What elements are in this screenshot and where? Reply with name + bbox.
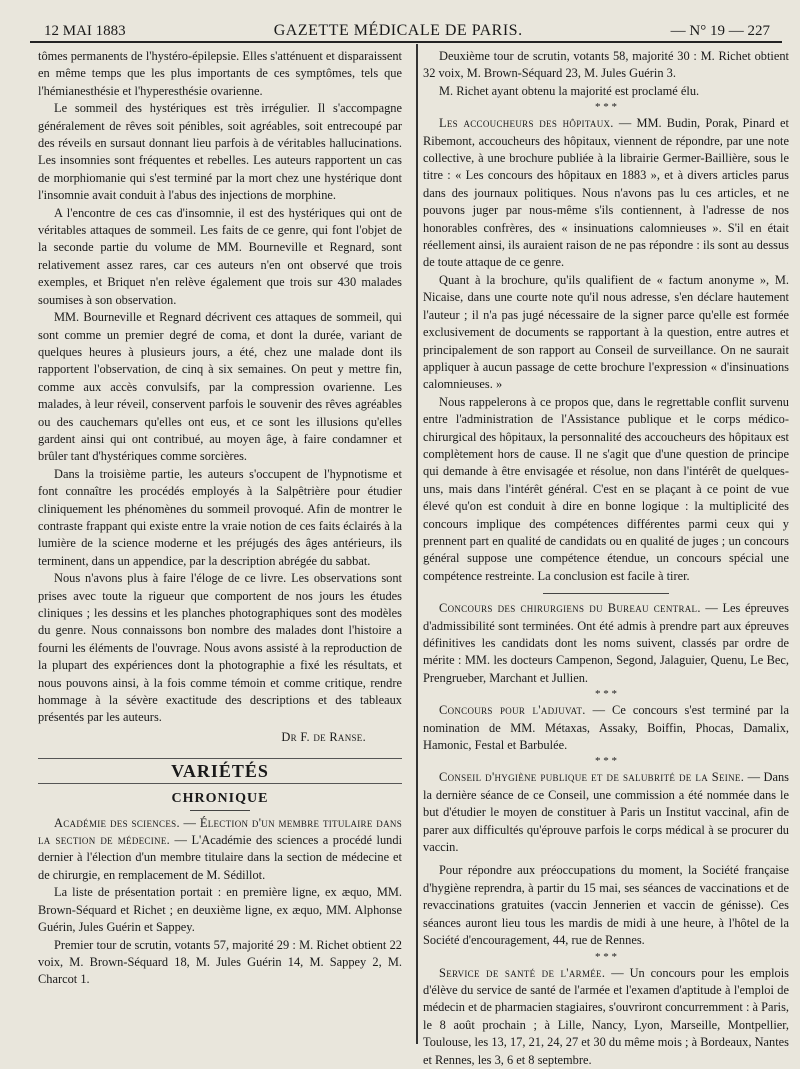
news-item-heading: Conseil d'hygiène publique et de salubrité de la Seine. [439,770,745,785]
subsection-title: CHRONIQUE [171,791,269,807]
news-item-heading: Concours pour l'adjuvat. [439,703,586,718]
news-item-heading: Les accoucheurs des hôpitaux. [439,116,614,131]
news-item [423,702,789,754]
separator-stars: * * * [595,755,617,768]
paragraph: Quant à la brochure, qu'ils qualifient de « factum anonyme », M. Nicaise, dans une courte note qu'il nous adresse, s'en déclare hautement l'auteur ; il n'a pas jugé nécessaire de la signer parce qu'elle est formée exclusivement de documents se rapportant à la question, entre autres et principalement de son rapport au Conseil de surveillance. On ne saurait appliquer à aucun passage de cette brochure l'expression « d'insinuations calomnieuses. » [423,272,789,392]
page-header [44,16,770,40]
separator-stars: * * * [595,688,617,701]
news-item-text: — Un concours pour les emplois d'élève du service de santé de l'armée et l'examen d'aptitude à l'emploi de médecin et de pharmacien stagiaires, s'ouvriront concurremment : à Paris, le 8 août prochain ; à Lille, Nancy, Lyon, Marseille, Montpellier, Toulouse, les 13, 17, 21, 24, 27 et 30 du même mois ; à Bordeaux, Nantes et Rennes, les 3, 6 et 8 septembre. [423,965,790,1067]
subsection-rule [190,810,250,811]
signature: Dr F. de Ranse. [281,729,366,744]
column-divider [416,44,418,1044]
separator-stars: * * * [595,950,617,963]
paragraph: Nous rappelerons à ce propos que, dans le regrettable conflit survenu entre l'administration de l'Assistance publique et le corps médico-chirurgical des hôpitaux, la personnalité des accoucheurs des hôpitaux est complètement hors de cause. Il ne s'agit que d'une question de principe qui demande à être envisagée et résolue, non dans l'intérêt de quelques-uns, mais dans l'intérêt général. C'est en se plaçant à ce point de vue élevé qu'on est conduit à dire en bonne logique : la multiplicité des concours implique des compétences différentes parmi ceux qui y prennent part en qualité de candidats ou en qualité de juges ; un concours général suppose une compétence étendue, un concours spécial une compétence restreinte. La conclusion est facile à tirer. [423,394,789,583]
section-title: VARIÉTÉS [38,758,402,784]
paragraph: A l'encontre de ces cas d'insomnie, il est des hystériques qui ont de véritables attaques de sommeil. Les faits de ce genre, qui font l'objet de la seconde partie du volume de MM. Bourneville et Regnard, sont relativement assez rares, car ces auteurs n'en ont observé que trois exemples, et Briquet n'en relève également que trois sur 430 malades soumises à son observation. [38,205,402,307]
paragraph: Pour répondre aux préoccupations du moment, la Société française d'hygiène reprendra, à partir du 15 mai, ses séances de vaccinations et de revaccinations gratuites (vaccin Jennerien et vaccin de génisse). Ces séances auront lieu tous les mardis de midi à une heure, à l'hôtel de la Société d'encouragement, 44, rue de Rennes. [423,863,789,948]
left-column [38,48,402,989]
paragraph: M. Richet ayant obtenu la majorité est proclamé élu. [439,83,700,98]
paragraph: Nous n'avons plus à faire l'éloge de ce livre. Les observations sont prises avec toute la rigueur que comportent de nos jours les études cliniques ; les dessins et les planches photographiques sont des modèles du genre. Nous connaissons bon nombre des malades dont l'histoire a fourni les éléments de l'ouvrage. Nous avons assisté à la reproduction de la plupart des expériences dont la photographie a fixé les résultats, et nous pouvons ainsi, à la fois comme témoin et comme critique, rendre hommage à la sévère exactitude des descriptions et des tableaux présentés par les auteurs. [38,571,402,725]
paragraph: La liste de présentation portait : en première ligne, ex æquo, MM. Brown-Séquard et Richet ; en deuxième ligne, ex æquo, MM. Alphonse Guérin, Jules Guérin et Sappey. [38,885,402,935]
news-item [423,769,789,856]
separator-rule [543,593,669,594]
news-item-text: — Ce concours s'est terminé par la nomination de MM. Métaxas, Assaky, Boiffin, Phocas, Damalix, Hamonic, Festal et Barbulée. [423,703,789,753]
paragraph: Premier tour de scrutin, votants 57, majorité 29 : M. Richet obtient 22 voix, M. Brown-Séquard 18, M. Jules Guérin 14, M. Sappey 2, M. Charcot 1. [38,937,402,987]
paragraph: Dans la troisième partie, les auteurs s'occupent de l'hypnotisme et font connaître les procédés employés à la Salpêtrière pour étudier cliniquement les phénomènes du sommeil provoqué. Afin de montrer le contraste frappant qui existe entre la vraie notion de ces faits éclairés à la lumière de la science moderne et les préjugés des âges antérieurs, ils terminent, dans un appendice, par la description abrégée du sabbat. [38,466,402,568]
paragraph: tômes permanents de l'hystéro-épilepsie. Elles s'atténuent et disparaissent en même temps que les plus importants de ces symptômes, tels que l'hémianesthésie et l'hyperesthésie ovarienne. [38,49,402,98]
right-column [423,48,789,1069]
news-item-heading: Académie des sciences. — Élection d'un membre titulaire dans la section de médecine. [38,815,402,848]
news-item-text: — MM. Budin, Porak, Pinard et Ribemont, accoucheurs des hôpitaux, viennent de répondre, par une note collective, à une brochure publiée à la librairie Germer-Baillière, sous le titre : « Les concours des hôpitaux en 1883 », et à divers articles parus dans des journaux politiques. Nous n'avons pas lu ces articles, et ne pouvons juger par nous-même s'ils contiennent, à l'adresse de nos honorables confrères, des « insinuations calomnieuses ». S'il en était réellement ainsi, ils auraient raison de ne pas répondre : ils sont au dessus de toute attaque de ce genre. [423,116,789,270]
news-item-heading: Service de santé de l'armée. [439,965,606,980]
news-item [423,115,789,272]
paragraph: MM. Bourneville et Regnard décrivent ces attaques de sommeil, qui sont comme un premier degré de coma, et dont la durée, variant de quelques heures à plusieurs jours, a été, chez une malade dont ils rapportent l'observation, de cinq à six semaines. On peut y mettre fin, comme aux accès convulsifs, par la compression ovarienne. Les malades, à leur réveil, conservent parfois le souvenir des rêves agréables ou des cauchemars qu'elles ont eus, et ce sont les illusions qu'elles gardent ainsi qui ont contribué, au moyen âge, à faire condamner et brûler tant d'hystériques comme sorcières. [38,310,402,464]
news-item-text: — L'Académie des sciences a procédé lundi dernier à l'élection d'un membre titulaire dans la section de médecine et de chirurgie, en remplacement de M. Sédillot. [38,833,403,882]
news-item-text: — Dans la dernière séance de ce Conseil, une commission a été nommée dans le but d'étudier le moyen de constituer à Paris un Institut vaccinal, afin de parer aux difficultés qu'éprouve parfois le corps médical à se procurer du vaccin. [423,770,789,855]
paragraph: Le sommeil des hystériques est très irrégulier. Il s'accompagne généralement de rêves soit pénibles, soit agréables, soit entrecoupé par des réveils en sursaut donnant lieu parfois à de véritables hallucinations. Les insomnies sont fréquentes et rebelles. Les auteurs rapportent un cas de morphiomanie qui s'est terminé par la mort chez une hystérique dont l'insomnie avait conduit à l'abus des injections de morphine. [38,101,402,203]
header-rule [30,41,782,43]
news-item-heading: Concours des chirurgiens du Bureau central. [439,601,701,616]
header-title: GAZETTE MÉDICALE DE PARIS. [273,22,523,39]
header-date: 12 MAI 1883 [44,23,126,39]
news-item [423,600,789,687]
paragraph: Deuxième tour de scrutin, votants 58, majorité 30 : M. Richet obtient 32 voix, M. Brown-Séquard 23, M. Jules Guérin 3. [423,49,789,81]
header-issue: — N° 19 — 227 [670,23,770,39]
news-item-text: — Les épreuves d'admissibilité sont terminées. Ont été admis à prendre part aux épreuves définitives les candidats dont les noms suivent, classés par ordre de mérite : MM. les docteurs Campenon, Segond, Jalaguier, Quenu, Le Bec, Prengrueber, Marchant et Jullien. [423,601,790,685]
news-item [38,815,402,885]
separator-stars: * * * [595,101,617,114]
news-item [423,965,789,1069]
